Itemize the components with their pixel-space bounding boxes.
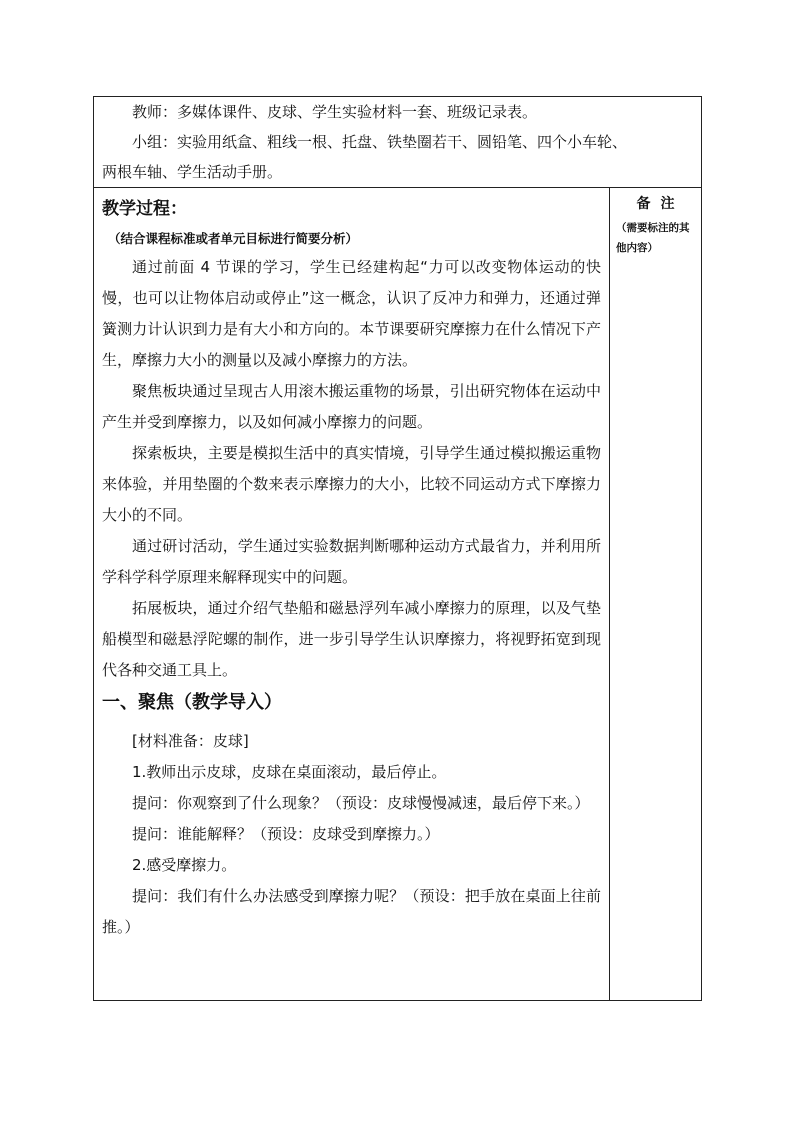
process-row [94,188,702,1001]
step-materials: [材料准备：皮球] [132,732,249,750]
step-question-1: 提问：你观察到了什么现象？（预设：皮球慢慢减速，最后停下来。） [132,794,590,812]
materials-row [94,97,702,188]
materials-group-continued: 两根车轴、学生活动手册。 [102,163,283,181]
notes-title: 备注 [636,196,685,212]
analysis-paragraph-1: 通过前面 4 节课的学习，学生已经建构起“力可以改变物体运动的快慢，也可以让物体启动或停止”这一概念，认识了反冲力和弹力，还通过弹簧测力计认识到力是有大小和方向的。本节课要研究摩擦力在什么情况下产生，摩擦力大小的测量以及减小摩擦力的方法。 [102,258,601,369]
notes-subtitle: （需要标注的其他内容） [616,222,690,254]
step-question-2: 提问：谁能解释？（预设：皮球受到摩擦力。） [132,825,440,843]
materials-teacher: 教师：多媒体课件、皮球、学生实验材料一套、班级记录表。 [132,103,538,121]
analysis-paragraph-4: 通过研讨活动，学生通过实验数据判断哪种运动方式最省力，并利用所学科学科学原理来解释现实中的问题。 [102,537,601,586]
materials-cell [94,97,702,188]
notes-cell [610,188,702,1001]
analysis-paragraph-3: 探索板块，主要是模拟生活中的真实情境，引导学生通过模拟搬运重物来体验，并用垫圈的个数来表示摩擦力的大小，比较不同运动方式下摩擦力大小的不同。 [102,444,601,524]
analysis-paragraph-2: 聚焦板块通过呈现古人用滚木搬运重物的场景，引出研究物体在运动中产生并受到摩擦力，以及如何减小摩擦力的问题。 [102,382,601,431]
analysis-paragraph-5: 拓展板块，通过介绍气垫船和磁悬浮列车减小摩擦力的原理，以及气垫船模型和磁悬浮陀螺的制作，进一步引导学生认识摩擦力，将视野拓宽到现代各种交通工具上。 [102,599,601,679]
teaching-process-subtitle: （结合课程标准或者单元目标进行简要分析） [108,231,359,246]
step-1: 1.教师出示皮球，皮球在桌面滚动，最后停止。 [132,763,447,781]
lesson-plan-table [93,96,702,1001]
step-2: 2.感受摩擦力。 [132,856,237,874]
teaching-process-title: 教学过程： [102,199,187,219]
materials-group: 小组：实验用纸盒、粗线一根、托盘、铁垫圈若干、圆铅笔、四个小车轮、 [132,133,628,151]
step-question-3: 提问：我们有什么办法感受到摩擦力呢？（预设：把手放在桌面上往前推。） [102,887,601,936]
teaching-process-cell [94,188,610,1001]
section-heading-focus: 一、聚焦（教学导入） [102,692,282,713]
